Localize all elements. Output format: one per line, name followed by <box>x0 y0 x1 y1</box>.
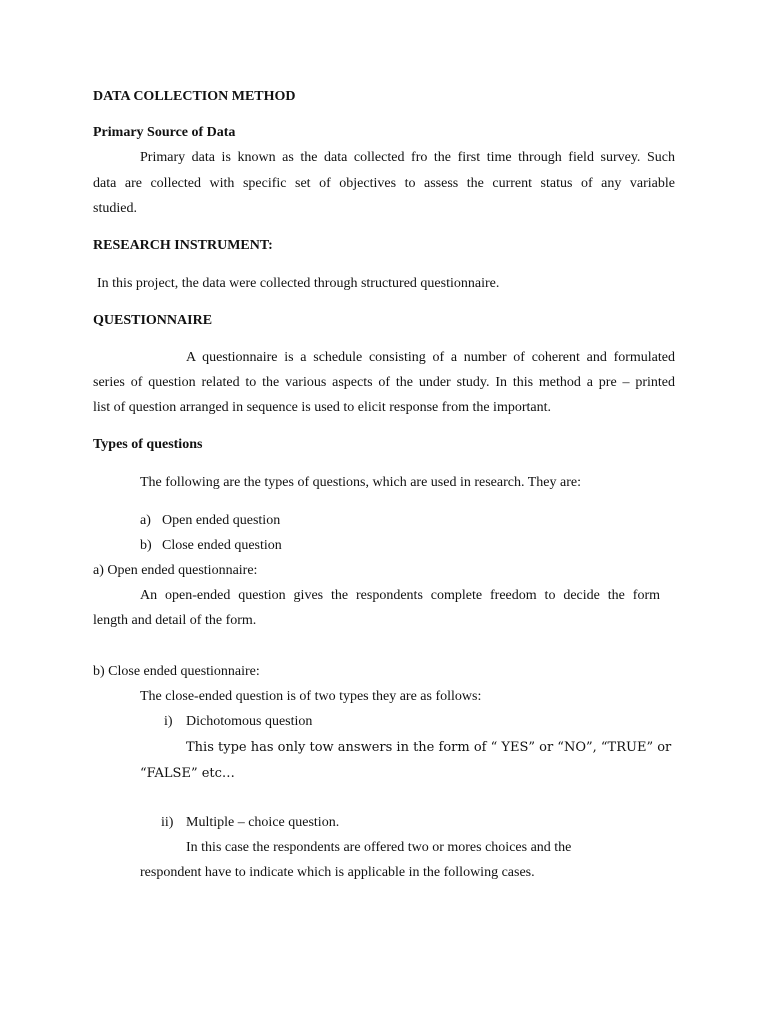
list-marker: a) <box>140 513 151 528</box>
close-ended-intro: The close-ended question is of two types they are as follows: <box>140 689 482 704</box>
questionnaire-para-line-3: list of question arranged in sequence is used to elicit response from the important. <box>93 400 551 415</box>
multiple-choice-title: Multiple – choice question. <box>186 815 340 830</box>
open-ended-para-line-1: An open-ended question gives the respondents complete freedom to decide the form <box>140 588 660 603</box>
document-title: DATA COLLECTION METHOD <box>93 89 296 104</box>
types-heading: Types of questions <box>93 437 203 452</box>
open-ended-heading: a) Open ended questionnaire: <box>93 563 258 578</box>
questionnaire-para-line-1: A questionnaire is a schedule consisting of a number of coherent and formulated <box>186 350 675 365</box>
primary-source-heading: Primary Source of Data <box>93 125 236 140</box>
primary-para-line-1: Primary data is known as the data collected fro the first time through field survey. Such <box>140 150 675 165</box>
primary-para-line-2: data are collected with specific set of objectives to assess the current status of any variable <box>93 176 675 191</box>
questionnaire-para-line-2: series of question related to the various aspects of the under study. In this method a pre – printed <box>93 375 675 390</box>
list-item-close-ended: Close ended question <box>162 538 282 553</box>
types-intro: The following are the types of questions, which are used in research. They are: <box>140 475 581 490</box>
research-instrument-heading: RESEARCH INSTRUMENT: <box>93 238 273 253</box>
sub-list-marker: ii) <box>161 815 174 830</box>
dichotomous-title: Dichotomous question <box>186 714 313 729</box>
multiple-choice-desc-line-2: respondent have to indicate which is applicable in the following cases. <box>140 865 535 880</box>
list-marker: b) <box>140 538 152 553</box>
close-ended-heading: b) Close ended questionnaire: <box>93 664 260 679</box>
questionnaire-heading: QUESTIONNAIRE <box>93 313 213 328</box>
open-ended-para-line-2: length and detail of the form. <box>93 613 257 628</box>
research-para: In this project, the data were collected through structured questionnaire. <box>97 276 500 291</box>
dichotomous-desc-line-2: “FALSE” etc… <box>140 766 235 781</box>
multiple-choice-desc-line-1: In this case the respondents are offered two or mores choices and the <box>186 840 572 855</box>
dichotomous-desc-line-1: This type has only tow answers in the form of “ YES” or “NO”, “TRUE” or <box>186 740 672 755</box>
sub-list-marker: i) <box>164 714 173 729</box>
primary-para-line-3: studied. <box>93 201 137 216</box>
list-item-open-ended: Open ended question <box>162 513 281 528</box>
